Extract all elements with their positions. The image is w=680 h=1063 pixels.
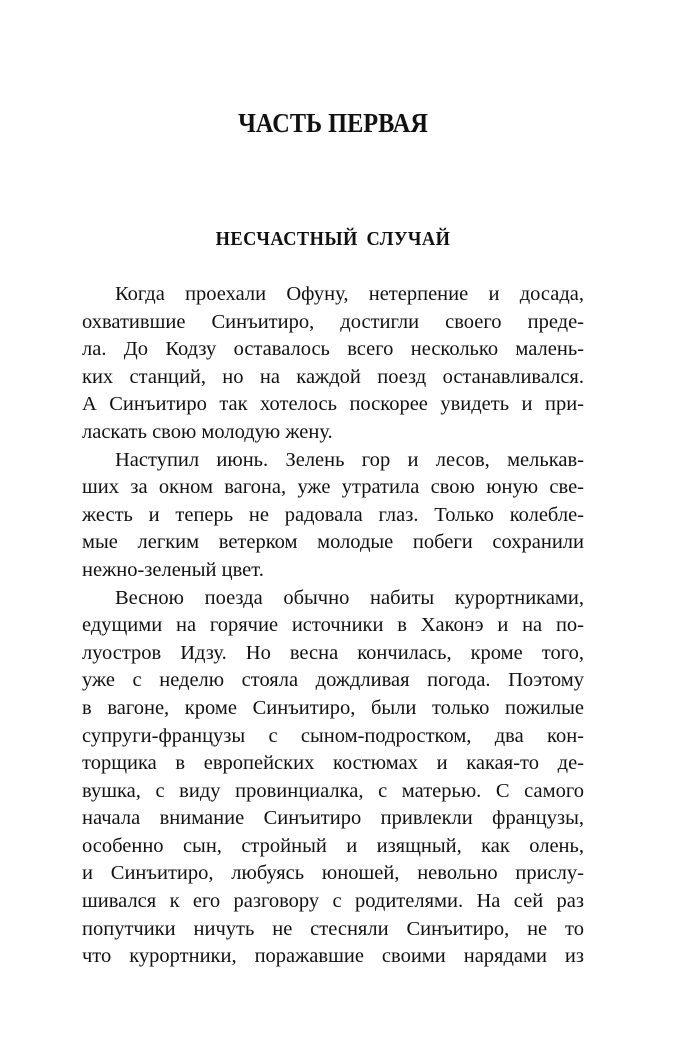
text-line: особенно сын, стройный и изящный, как олень, <box>82 834 584 857</box>
text-line: в вагоне, кроме Синъитиро, были только пожилые <box>82 696 584 719</box>
text-line: едущими на горячие источники в Хаконэ и на по- <box>82 614 584 637</box>
text-line: ла. До Кодзу оставалось всего несколько малень- <box>82 338 584 361</box>
text-line: попутчики ничуть не стесняли Синъитиро, не то <box>82 917 584 940</box>
text-line: ких станций, но на каждой поезд останавливался. <box>82 365 584 388</box>
part-title: ЧАСТЬ ПЕРВАЯ <box>238 108 428 138</box>
text-line: вушка, с виду провинциалка, с матерью. С самого <box>82 779 584 802</box>
text-line: что курортники, поражавшие своими нарядами из <box>82 945 584 968</box>
paragraph-2 <box>82 447 584 585</box>
text-line: уже с неделю стояла дождливая погода. Поэтому <box>82 669 584 692</box>
text-line: ших за окном вагона, уже утратила свою юную све- <box>82 476 584 499</box>
text-line: нежно-зеленый цвет. <box>82 558 264 581</box>
text-line: жесть и теперь не радовала глаз. Только колебле- <box>82 503 584 526</box>
text-line: охватившие Синъитиро, достигли своего преде- <box>82 310 584 333</box>
text-line: и Синъитиро, любуясь юношей, невольно прислу- <box>82 862 584 885</box>
text-line: шивался к его разговору с родителями. На сей раз <box>82 890 584 913</box>
paragraph-3 <box>82 585 584 971</box>
paragraph-1 <box>82 281 584 447</box>
text-line: А Синъитиро так хотелось поскорее увидеть и при- <box>82 393 584 416</box>
text-line: начала внимание Синъитиро привлекли французы, <box>82 807 584 830</box>
text-line: ласкать свою молодую жену. <box>82 420 333 443</box>
text-line: Когда проехали Офуну, нетерпение и досада, <box>115 283 584 305</box>
body-text <box>82 281 584 971</box>
text-line: мые легким ветерком молодые побеги сохранили <box>82 531 584 554</box>
text-line: торщика в европейских костюмах и какая-то де- <box>82 752 584 775</box>
text-line: Весною поезда обычно набиты курортниками, <box>115 586 584 609</box>
text-line: супруги-французы с сыном-подростком, два кон- <box>82 724 584 747</box>
text-line: луостров Идзу. Но весна кончилась, кроме того, <box>82 641 584 664</box>
text-line: Наступил июнь. Зелень гор и лесов, мелькав- <box>115 448 584 471</box>
chapter-title: НЕСЧАСТНЫЙ СЛУЧАЙ <box>215 228 451 250</box>
